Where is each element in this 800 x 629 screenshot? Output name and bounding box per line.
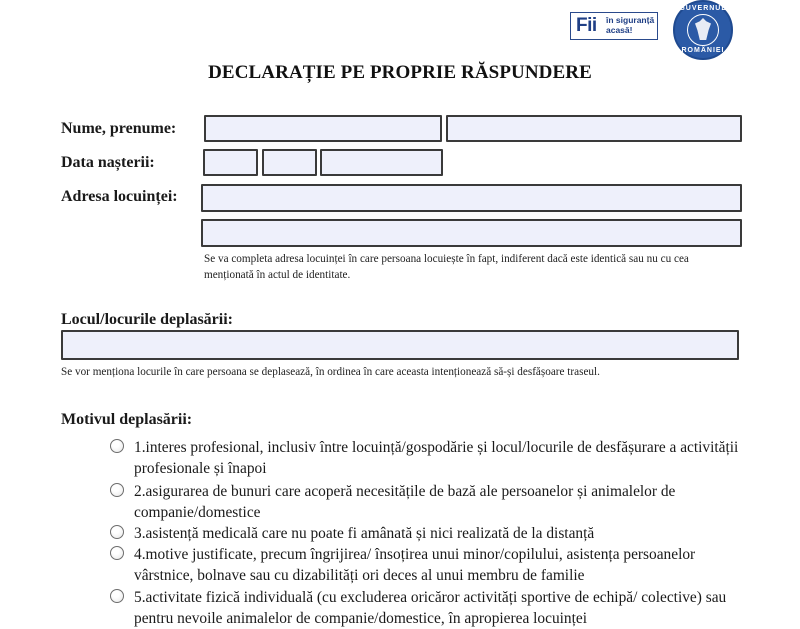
government-seal-icon (673, 0, 733, 60)
places-field[interactable] (61, 330, 739, 360)
fii-in-siguranta-badge (570, 12, 658, 40)
birth-date-label: Data nașterii: (61, 154, 155, 171)
reason-label: Motivul deplasării: (61, 411, 193, 428)
name-label: Nume, prenume: (61, 120, 177, 137)
reason-option-text: 1.interes profesional, inclusiv între locuință/gospodărie și locul/locurile de desfășurare a activității profesionale și înapoi (134, 439, 739, 477)
badge-line1: în siguranță (606, 15, 655, 25)
birth-day-field[interactable] (203, 149, 258, 176)
birth-month-field[interactable] (262, 149, 317, 176)
reason-option-text: 4.motive justificate, precum îngrijirea/ însoțirea unui minor/copilului, asistența persoanelor vârstnice, bolnave sau cu dizabilități ori deces al unui membru de familie (134, 546, 696, 584)
first-name-field[interactable] (446, 115, 742, 142)
reason-option-text: 3.asistență medicală care nu poate fi amânată și nici realizată de la distanță (134, 525, 595, 542)
address-line1-field[interactable] (201, 184, 742, 212)
reason-option-text: 2.asigurarea de bunuri care acoperă necesitățile de bază ale persoanelor și animalelor de companie/domestice (134, 483, 676, 521)
address-line2-field[interactable] (201, 219, 742, 247)
radio-button-icon[interactable] (110, 439, 124, 453)
places-note: Se vor menționa locurile în care persoana se deplasează, în ordinea în care aceasta intenționează să-și desfășoare traseul. (61, 366, 600, 378)
birth-year-field[interactable] (320, 149, 443, 176)
address-note: Se va completa adresa locuinței în care persoana locuiește în fapt, indiferent dacă este identică sau nu cu cea menționată în actul de identitate. (204, 253, 689, 281)
last-name-field[interactable] (204, 115, 442, 142)
radio-button-icon[interactable] (110, 546, 124, 560)
badge-big-text: Fii (576, 15, 597, 36)
address-label: Adresa locuinței: (61, 188, 178, 205)
reason-option-text: 5.activitate fizică individuală (cu excluderea oricăror activități sportive de echipă/ colective) sau pentru nevoile animalelor de companie/domestice, în apropierea locuinței (134, 589, 727, 627)
seal-bottom-text: ROMÂNIEI (681, 47, 725, 54)
radio-button-icon[interactable] (110, 525, 124, 539)
radio-button-icon[interactable] (110, 483, 124, 497)
badge-line2: acasă! (606, 25, 633, 35)
page-title: DECLARAȚIE PE PROPRIE RĂSPUNDERE (208, 62, 592, 83)
radio-button-icon[interactable] (110, 589, 124, 603)
places-label: Locul/locurile deplasării: (61, 311, 233, 328)
seal-top-text: GUVERNUL (679, 5, 727, 12)
badge-small-text (606, 15, 654, 35)
